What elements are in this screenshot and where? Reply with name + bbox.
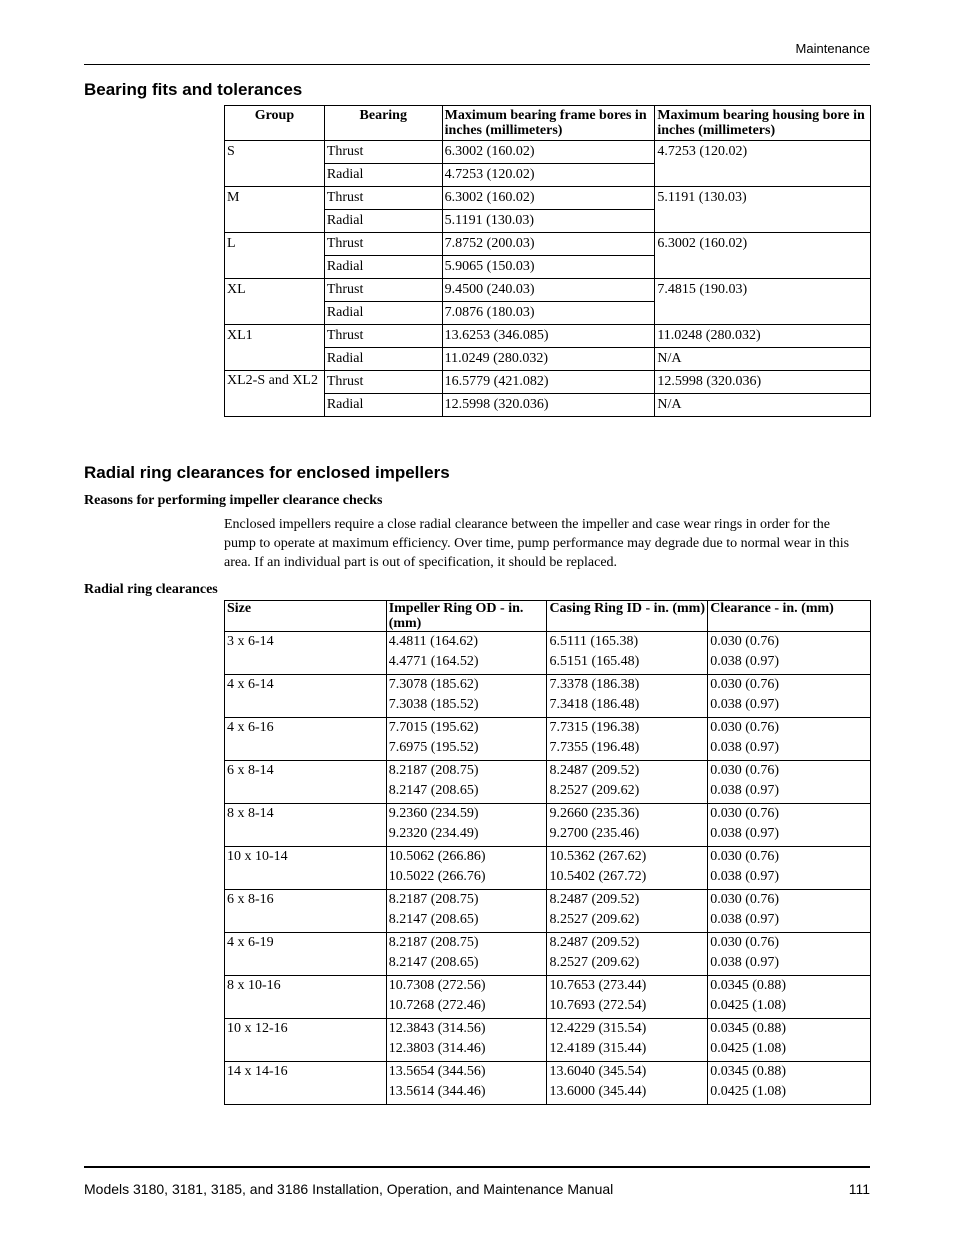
casing-ring-cell-value: 10.7653 (273.44) (549, 978, 647, 993)
group-cell: S (225, 141, 325, 187)
clearance-cell-value: 0.030 (0.76) (710, 720, 780, 735)
section-title-radial-ring: Radial ring clearances for enclosed impellers (84, 463, 450, 482)
column-header: Casing Ring ID - in. (mm) (547, 601, 708, 632)
casing-ring-cell-value: 8.2527 (209.62) (549, 912, 640, 927)
casing-ring-cell (547, 1019, 708, 1062)
subheading-radial-ring-clearances: Radial ring clearances (84, 582, 218, 597)
impeller-ring-cell-value: 9.2360 (234.59) (388, 806, 479, 821)
column-header: Maximum bearing housing bore in inches (millimeters) (655, 106, 871, 141)
clearance-cell (708, 1019, 871, 1062)
section-title-bearing-fits: Bearing fits and tolerances (84, 80, 303, 99)
impeller-ring-cell-value: 4.4771 (164.52) (388, 654, 479, 669)
size-cell: 4 x 6-16 (225, 718, 387, 761)
bearing-cell: Radial (324, 164, 442, 187)
impeller-ring-cell-value: 7.3078 (185.62) (388, 677, 479, 692)
impeller-ring-cell-value: 10.7308 (272.56) (388, 978, 486, 993)
casing-ring-cell-value: 8.2487 (209.52) (549, 763, 640, 778)
column-header: Size (225, 601, 387, 632)
column-header: Group (225, 106, 325, 141)
table-row (225, 187, 871, 210)
casing-ring-cell-value: 10.7693 (272.54) (549, 998, 647, 1013)
casing-ring-cell (547, 632, 708, 675)
bearing-cell: Thrust (324, 233, 442, 256)
frame-bore-cell: 4.7253 (120.02) (442, 164, 655, 187)
frame-bore-cell: 16.5779 (421.082) (442, 371, 655, 394)
table-header-row (225, 106, 871, 141)
bearing-cell: Thrust (324, 371, 442, 394)
casing-ring-cell-value: 13.6040 (345.54) (549, 1064, 647, 1079)
group-cell: M (225, 187, 325, 233)
bearing-cell: Thrust (324, 141, 442, 164)
table-row (225, 233, 871, 256)
clearance-cell (708, 718, 871, 761)
clearance-cell (708, 761, 871, 804)
clearance-cell-value: 0.038 (0.97) (710, 912, 780, 927)
frame-bore-cell: 5.9065 (150.03) (442, 256, 655, 279)
subheading-reasons: Reasons for performing impeller clearance checks (84, 493, 383, 508)
table-row (225, 279, 871, 302)
footer-manual-title: Models 3180, 3181, 3185, and 3186 Installation, Operation, and Maintenance Manual (84, 1181, 614, 1197)
column-header: Impeller Ring OD - in. (mm) (386, 601, 547, 632)
casing-ring-cell-value: 6.5111 (165.38) (549, 634, 639, 649)
clearance-cell (708, 847, 871, 890)
clearance-cell-value: 0.030 (0.76) (710, 806, 780, 821)
table-row (225, 325, 871, 348)
casing-ring-cell-value: 7.7315 (196.38) (549, 720, 640, 735)
clearance-cell-value: 0.0425 (1.08) (710, 1041, 787, 1056)
table-row (225, 933, 871, 976)
casing-ring-cell (547, 761, 708, 804)
bearing-cell: Radial (324, 210, 442, 233)
clearance-cell (708, 675, 871, 718)
impeller-ring-cell (386, 761, 547, 804)
header-rule (84, 64, 870, 65)
clearance-cell-value: 0.0345 (0.88) (710, 978, 787, 993)
impeller-ring-cell-value: 12.3843 (314.56) (388, 1021, 486, 1036)
housing-bore-cell: 5.1191 (130.03) (655, 187, 871, 233)
casing-ring-cell (547, 890, 708, 933)
impeller-ring-cell-value: 13.5614 (344.46) (388, 1084, 486, 1099)
impeller-ring-cell-value: 8.2187 (208.75) (388, 892, 479, 907)
clearance-cell-value: 0.038 (0.97) (710, 654, 780, 669)
clearance-cell-value: 0.038 (0.97) (710, 826, 780, 841)
table-row (225, 847, 871, 890)
impeller-ring-cell-value: 10.5062 (266.86) (388, 849, 486, 864)
footer-rule (84, 1166, 870, 1168)
clearance-table-body (225, 632, 871, 1105)
size-cell: 4 x 6-14 (225, 675, 387, 718)
casing-ring-cell-value: 13.6000 (345.44) (549, 1084, 647, 1099)
frame-bore-cell: 6.3002 (160.02) (442, 187, 655, 210)
clearance-cell-value: 0.0345 (0.88) (710, 1064, 787, 1079)
impeller-ring-cell-value: 4.4811 (164.62) (388, 634, 478, 649)
casing-ring-cell (547, 933, 708, 976)
housing-bore-cell: 4.7253 (120.02) (655, 141, 871, 187)
clearance-cell-value: 0.038 (0.97) (710, 955, 780, 970)
impeller-ring-cell-value: 8.2147 (208.65) (388, 783, 479, 798)
casing-ring-cell-value: 8.2527 (209.62) (549, 783, 640, 798)
clearance-cell-value: 0.030 (0.76) (710, 892, 780, 907)
clearance-cell-value: 0.038 (0.97) (710, 697, 780, 712)
impeller-ring-cell-value: 8.2187 (208.75) (388, 763, 479, 778)
clearance-cell-value: 0.038 (0.97) (710, 740, 780, 755)
table-row (225, 675, 871, 718)
clearance-cell-value: 0.0425 (1.08) (710, 998, 787, 1013)
casing-ring-cell (547, 976, 708, 1019)
impeller-ring-cell-value: 7.7015 (195.62) (388, 720, 479, 735)
casing-ring-cell (547, 718, 708, 761)
impeller-ring-cell (386, 933, 547, 976)
table-row (225, 804, 871, 847)
clearance-cell (708, 976, 871, 1019)
size-cell: 14 x 14-16 (225, 1062, 387, 1105)
table-row (225, 371, 871, 394)
clearance-cell-value: 0.030 (0.76) (710, 634, 780, 649)
impeller-ring-cell (386, 976, 547, 1019)
bearing-cell: Radial (324, 256, 442, 279)
impeller-ring-cell (386, 1062, 547, 1105)
impeller-ring-cell-value: 7.3038 (185.52) (388, 697, 479, 712)
group-cell: XL2-S and XL2 (225, 371, 325, 417)
size-cell: 8 x 8-14 (225, 804, 387, 847)
casing-ring-cell-value: 9.2700 (235.46) (549, 826, 640, 841)
housing-bore-cell: N/A (655, 394, 871, 417)
casing-ring-cell-value: 12.4229 (315.54) (549, 1021, 647, 1036)
table-row (225, 976, 871, 1019)
clearance-cell (708, 933, 871, 976)
frame-bore-cell: 12.5998 (320.036) (442, 394, 655, 417)
clearance-cell-value: 0.030 (0.76) (710, 763, 780, 778)
body-paragraph: Enclosed impellers require a close radial clearance between the impeller and case wear rings in order for the pump to operate at maximum efficiency. Over time, pump performance may degrade due to normal wear in this area. If an individual part is out of specification, it should be replaced. (224, 517, 850, 570)
impeller-ring-cell-value: 9.2320 (234.49) (388, 826, 479, 841)
table-row (225, 718, 871, 761)
impeller-ring-cell-value: 8.2147 (208.65) (388, 912, 479, 927)
frame-bore-cell: 7.8752 (200.03) (442, 233, 655, 256)
size-cell: 10 x 12-16 (225, 1019, 387, 1062)
table-row (225, 632, 871, 675)
clearance-cell-value: 0.038 (0.97) (710, 869, 780, 884)
bearing-cell: Thrust (324, 279, 442, 302)
table-row (225, 761, 871, 804)
table-row (225, 1062, 871, 1105)
frame-bore-cell: 9.4500 (240.03) (442, 279, 655, 302)
casing-ring-cell (547, 804, 708, 847)
bearing-cell: Radial (324, 348, 442, 371)
size-cell: 6 x 8-16 (225, 890, 387, 933)
impeller-ring-cell-value: 8.2147 (208.65) (388, 955, 479, 970)
casing-ring-cell-value: 12.4189 (315.44) (549, 1041, 647, 1056)
casing-ring-cell-value: 8.2487 (209.52) (549, 892, 640, 907)
page-number: 111 (848, 1181, 870, 1197)
size-cell: 6 x 8-14 (225, 761, 387, 804)
clearance-cell-value: 0.030 (0.76) (710, 935, 780, 950)
casing-ring-cell-value: 10.5402 (267.72) (549, 869, 647, 884)
bearing-cell: Radial (324, 394, 442, 417)
frame-bore-cell: 11.0249 (280.032) (442, 348, 655, 371)
impeller-ring-cell-value: 10.7268 (272.46) (388, 998, 486, 1013)
frame-bore-cell: 6.3002 (160.02) (442, 141, 655, 164)
casing-ring-cell (547, 1062, 708, 1105)
housing-bore-cell: 7.4815 (190.03) (655, 279, 871, 325)
casing-ring-cell-value: 8.2487 (209.52) (549, 935, 640, 950)
table-row (225, 141, 871, 164)
housing-bore-cell: 11.0248 (280.032) (655, 325, 871, 348)
casing-ring-cell-value: 6.5151 (165.48) (549, 654, 640, 669)
clearance-cell (708, 804, 871, 847)
bearing-fits-table (224, 105, 871, 417)
impeller-ring-cell (386, 675, 547, 718)
size-cell: 8 x 10-16 (225, 976, 387, 1019)
casing-ring-cell-value: 9.2660 (235.36) (549, 806, 640, 821)
group-cell: XL1 (225, 325, 325, 371)
radial-ring-clearance-table (224, 600, 871, 1105)
size-cell: 3 x 6-14 (225, 632, 387, 675)
impeller-ring-cell (386, 890, 547, 933)
casing-ring-cell (547, 675, 708, 718)
casing-ring-cell-value: 7.7355 (196.48) (549, 740, 640, 755)
housing-bore-cell: 12.5998 (320.036) (655, 371, 871, 394)
bearing-cell: Thrust (324, 325, 442, 348)
casing-ring-cell-value: 8.2527 (209.62) (549, 955, 640, 970)
impeller-ring-cell-value: 8.2187 (208.75) (388, 935, 479, 950)
casing-ring-cell-value: 7.3378 (186.38) (549, 677, 640, 692)
impeller-ring-cell-value: 12.3803 (314.46) (388, 1041, 486, 1056)
clearance-cell-value: 0.038 (0.97) (710, 783, 780, 798)
casing-ring-cell (547, 847, 708, 890)
group-cell: L (225, 233, 325, 279)
clearance-cell (708, 1062, 871, 1105)
size-cell: 10 x 10-14 (225, 847, 387, 890)
bearing-cell: Radial (324, 302, 442, 325)
running-header: Maintenance (795, 41, 870, 56)
group-cell: XL (225, 279, 325, 325)
impeller-ring-cell (386, 847, 547, 890)
housing-bore-cell: 6.3002 (160.02) (655, 233, 871, 279)
casing-ring-cell-value: 7.3418 (186.48) (549, 697, 640, 712)
table-header-row (225, 601, 871, 632)
table-row (225, 1019, 871, 1062)
impeller-ring-cell (386, 718, 547, 761)
size-cell: 4 x 6-19 (225, 933, 387, 976)
impeller-ring-cell (386, 1019, 547, 1062)
clearance-cell (708, 890, 871, 933)
column-header: Maximum bearing frame bores in inches (millimeters) (442, 106, 655, 141)
column-header: Bearing (324, 106, 442, 141)
impeller-ring-cell-value: 10.5022 (266.76) (388, 869, 486, 884)
clearance-cell (708, 632, 871, 675)
table-row (225, 890, 871, 933)
housing-bore-cell: N/A (655, 348, 871, 371)
bearing-cell: Thrust (324, 187, 442, 210)
frame-bore-cell: 7.0876 (180.03) (442, 302, 655, 325)
clearance-cell-value: 0.0425 (1.08) (710, 1084, 787, 1099)
casing-ring-cell-value: 10.5362 (267.62) (549, 849, 647, 864)
impeller-ring-cell-value: 7.6975 (195.52) (388, 740, 479, 755)
frame-bore-cell: 13.6253 (346.085) (442, 325, 655, 348)
clearance-cell-value: 0.030 (0.76) (710, 677, 780, 692)
impeller-ring-cell (386, 632, 547, 675)
impeller-ring-cell (386, 804, 547, 847)
frame-bore-cell: 5.1191 (130.03) (442, 210, 655, 233)
clearance-cell-value: 0.0345 (0.88) (710, 1021, 787, 1036)
impeller-ring-cell-value: 13.5654 (344.56) (388, 1064, 486, 1079)
column-header: Clearance - in. (mm) (708, 601, 871, 632)
clearance-cell-value: 0.030 (0.76) (710, 849, 780, 864)
